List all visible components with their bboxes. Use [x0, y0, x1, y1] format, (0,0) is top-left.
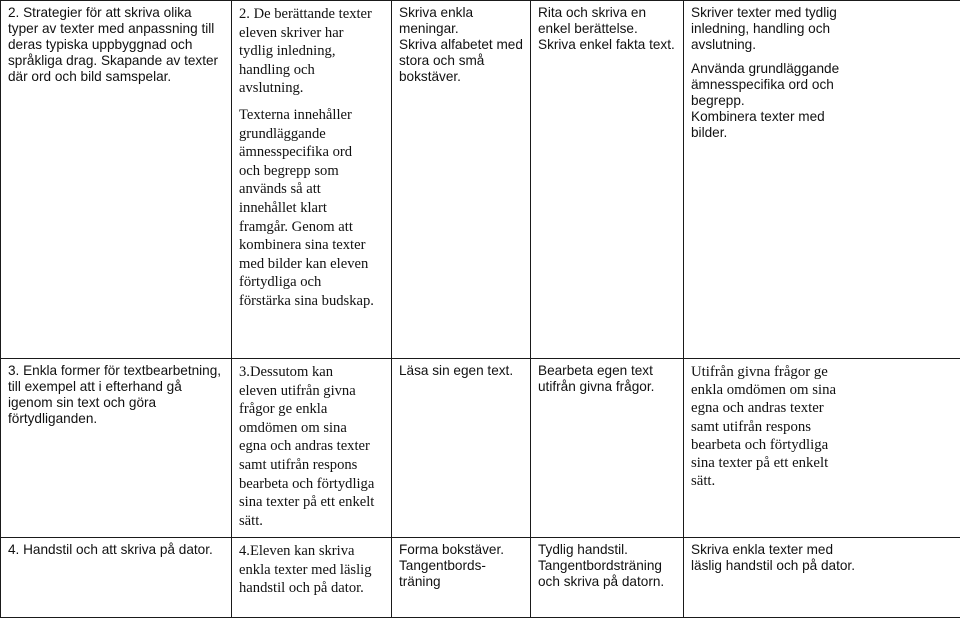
table-cell: [1, 1, 232, 359]
table-cell: [531, 1, 684, 359]
cell-text: Skriva enkla texter med läslig handstil och på dator.: [691, 542, 954, 574]
cell-text: 2. Strategier för att skriva olika typer av texter med anpassning till deras typiska uppbyggnad och språkliga drag. Skapande av texter där ord och bild samspelar.: [8, 5, 225, 85]
table-cell: [684, 538, 960, 618]
cell-paragraph: 2. De berättande texter eleven skriver har tydlig inledning, handling och avslutning.: [239, 5, 385, 98]
cell-paragraph: Använda grundläggande ämnesspecifika ord och begrepp. Kombinera texter med bilder.: [691, 61, 954, 141]
table-cell: [531, 538, 684, 618]
table-cell: [1, 538, 232, 618]
table-row: [1, 359, 960, 538]
table-cell: [392, 538, 531, 618]
table-cell: [684, 1, 960, 359]
table-cell: [392, 359, 531, 538]
cell-text: Bearbeta egen text utifrån givna frågor.: [538, 363, 677, 395]
cell-text: Tydlig handstil. Tangentbordsträning och skriva på datorn.: [538, 542, 677, 590]
table-cell: [232, 1, 392, 359]
table-cell: [531, 359, 684, 538]
cell-text: Forma bokstäver. Tangentbords- träning: [399, 542, 524, 590]
table-cell: [1, 359, 232, 538]
table-cell: [232, 538, 392, 618]
cell-text: Rita och skriva en enkel berättelse. Skriva enkel fakta text.: [538, 5, 677, 53]
cell-text: Läsa sin egen text.: [399, 363, 524, 379]
cell-text: 3.Dessutom kan eleven utifrån givna frågor ge enkla omdömen om sina egna och andras texter samt utifrån respons bearbeta och förtydliga sina texter på ett enkelt sätt.: [239, 363, 385, 530]
table-cell: [392, 1, 531, 359]
table-row: [1, 1, 960, 359]
cell-text: 4.Eleven kan skriva enkla texter med läslig handstil och på dator.: [239, 542, 385, 598]
cell-text: Skriva enkla meningar. Skriva alfabetet med stora och små bokstäver.: [399, 5, 524, 85]
cell-text: Utifrån givna frågor ge enkla omdömen om sina egna och andras texter samt utifrån respons bearbeta och förtydliga sina texter på ett enkelt sätt.: [691, 363, 954, 490]
table-cell: [684, 359, 960, 538]
table-row: [1, 538, 960, 618]
cell-text: 3. Enkla former för textbearbetning, till exempel att i efterhand gå igenom sin text och göra förtydliganden.: [8, 363, 225, 427]
cell-text: 4. Handstil och att skriva på dator.: [8, 542, 225, 558]
cell-paragraph: Skriver texter med tydlig inledning, handling och avslutning.: [691, 5, 954, 53]
table-cell: [232, 359, 392, 538]
cell-paragraph: Texterna innehåller grundläggande ämnesspecifika ord och begrepp som används så att innehållet klart framgår. Genom att kombinera sina texter med bilder kan eleven förtydliga och förstärka sina budskap.: [239, 106, 385, 311]
